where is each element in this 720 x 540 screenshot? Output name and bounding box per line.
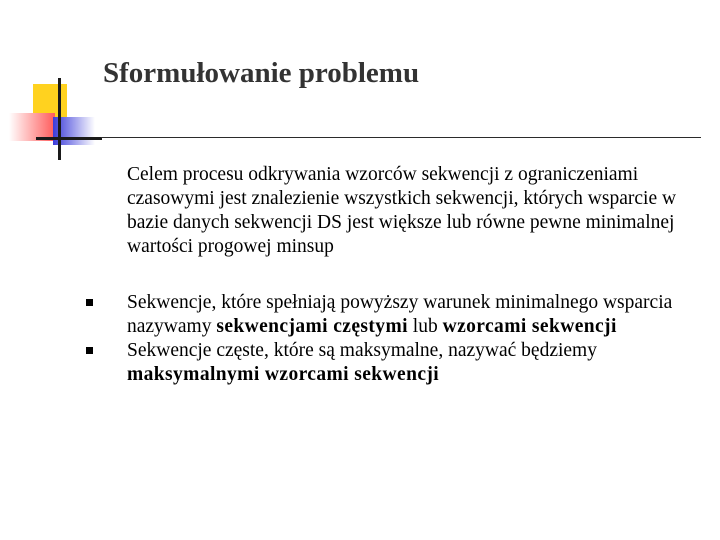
logo-vertical-line [58, 78, 61, 160]
slide-logo-icon [0, 0, 110, 170]
slide-title: Sformułowanie problemu [103, 57, 420, 89]
bullet-text: Sekwencje, które spełniają powyższy warunek minimalnego wsparcia nazywamy [127, 292, 673, 337]
bold-term: wzorcami sekwencji [442, 316, 617, 337]
bullet-text: Sekwencje częste, które są maksymalne, nazywać będziemy [127, 340, 597, 361]
square-bullet-icon [86, 299, 93, 306]
bold-term: maksymalnymi wzorcami sekwencji [127, 364, 440, 385]
bullet-item-frequent-sequences [127, 291, 702, 339]
bullet-item-maximal-patterns [127, 339, 702, 387]
bullet-text: lub [407, 316, 443, 337]
paragraph-intro: Celem procesu odkrywania wzorców sekwencji z ograniczeniami czasowymi jest znalezienie wszystkich sekwencji, których wsparcie w bazie danych sekwencji DS jest większe lub równe pewne minimalnej wartości progowej minsup [127, 164, 677, 257]
square-bullet-icon [86, 347, 93, 354]
slide-content [127, 163, 702, 387]
bold-term: sekwencjami częstymi [216, 316, 408, 337]
logo-horizontal-line [36, 137, 102, 140]
title-divider [101, 137, 701, 138]
